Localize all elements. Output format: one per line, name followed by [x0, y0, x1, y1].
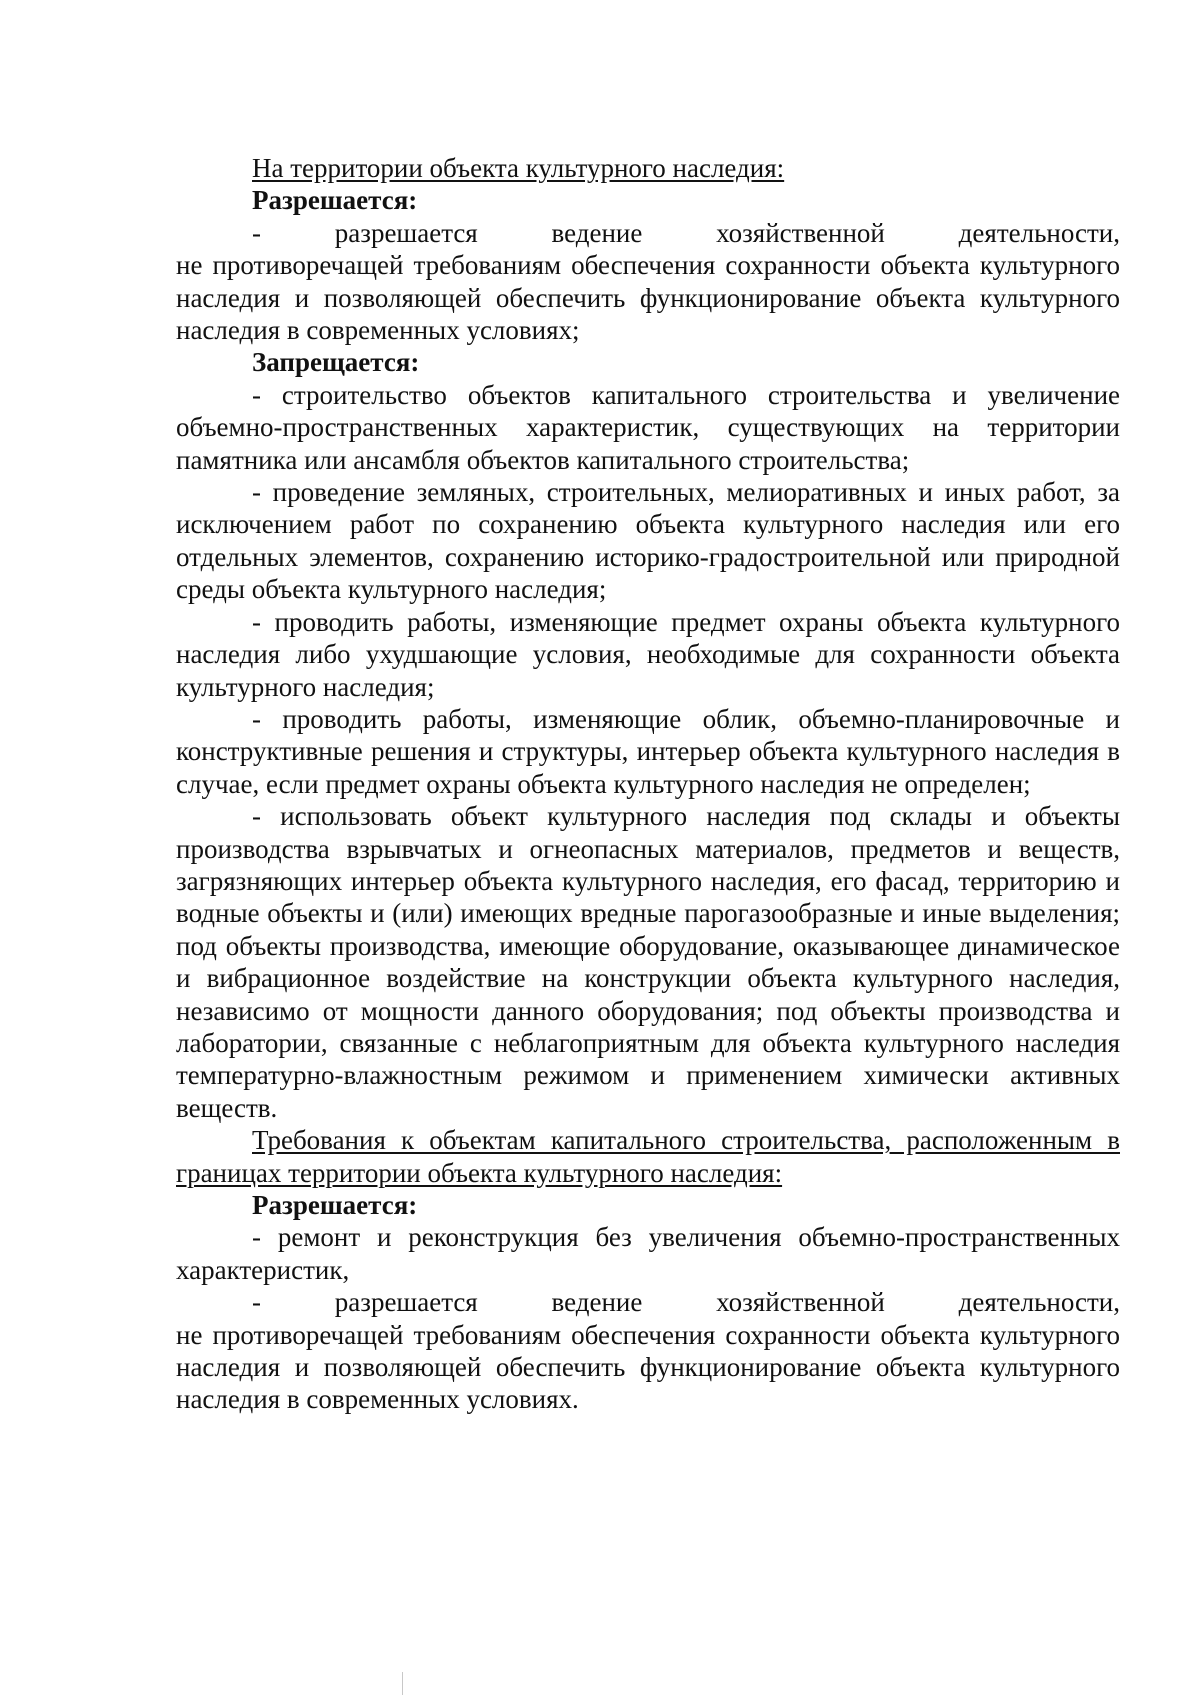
- allowed-item-rest: не противоречащей требованиям обеспечения сохранности объекта культурного наследия и позволяющей обеспечить функционирование объекта культурного наследия в современных условиях;: [176, 250, 1120, 346]
- forbidden-label: Запрещается:: [252, 347, 420, 378]
- allowed-item-lead: - разрешается ведение хозяйственной деятельности,: [252, 217, 1120, 248]
- section-heading-requirements: [176, 1124, 1120, 1189]
- section-heading-requirements-text: Требования к объектам капитального строительства, расположенным в границах территории объекта культурного наследия:: [176, 1125, 1120, 1188]
- forbidden-item: - использовать объект культурного наследия под склады и объекты производства взрывчатых и огнеопасных материалов, предметов и веществ, загрязняющих интерьер объекта культурного наследия, его фасад, территорию и водные объекты и (или) имеющих вредные парогазообразные и иные выделения; под объекты производства, имеющие оборудование, оказывающее динамическое и вибрационное воздействие на конструкции объекта культурного наследия, независимо от мощности данного оборудования; под объекты производства и лаборатории, связанные с неблагоприятным для объекта культурного наследия температурно-влажностным режимом и применением химически активных веществ.: [176, 801, 1120, 1123]
- allowed-requirement-rest: не противоречащей требованиям обеспечения сохранности объекта культурного наследия и позволяющей обеспечить функционирование объекта культурного наследия в современных условиях.: [176, 1319, 1120, 1415]
- allowed-requirement-lead: - разрешается ведение хозяйственной деятельности,: [252, 1287, 1120, 1318]
- forbidden-item: - проводить работы, изменяющие облик, объемно-планировочные и конструктивные решения и структуры, интерьер объекта культурного наследия в случае, если предмет охраны объекта культурного наследия не определен;: [176, 703, 1120, 799]
- scan-artifact-line: [402, 1672, 403, 1695]
- section-heading-territory-text: На территории объекта культурного наследия:: [252, 153, 785, 183]
- forbidden-item: - проводить работы, изменяющие предмет охраны объекта культурного наследия либо ухудшающие условия, необходимые для сохранности объекта культурного наследия;: [176, 606, 1120, 702]
- allowed-requirement-item: - ремонт и реконструкция без увеличения объемно-пространственных характеристик,: [176, 1222, 1120, 1285]
- allowed-label-requirements: Разрешается:: [252, 1190, 418, 1220]
- allowed-label-territory: Разрешается:: [252, 185, 418, 216]
- forbidden-item: - проведение земляных, строительных, мелиоративных и иных работ, за исключением работ по сохранению объекта культурного наследия или его отдельных элементов, сохранению историко-градостроительной или природной среды объекта культурного наследия;: [176, 477, 1120, 605]
- forbidden-item: - строительство объектов капитального строительства и увеличение объемно-пространственных характеристик, существующих на территории памятника или ансамбля объектов капитального строительства;: [176, 379, 1120, 475]
- section-heading-territory: [176, 152, 1120, 184]
- document-body: [176, 152, 1120, 1416]
